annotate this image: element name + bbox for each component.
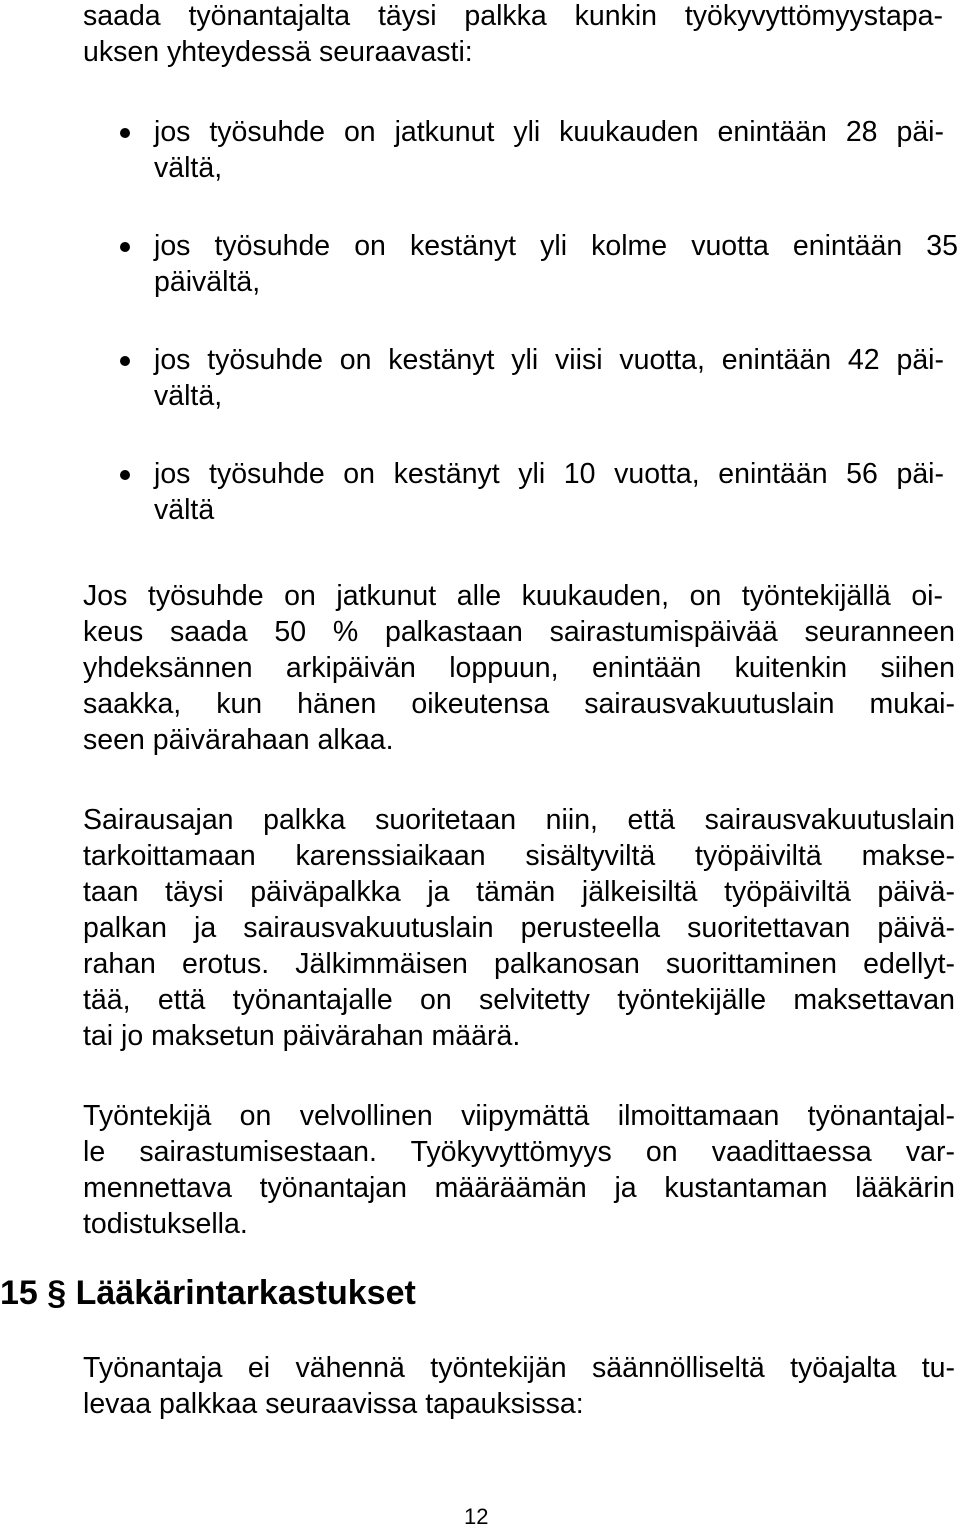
intro-line: uksen yhteydessä seuraavasti: bbox=[83, 36, 473, 68]
bullet-item-line: jos työsuhde on jatkunut yli kuukauden enintään 28 päi- bbox=[154, 116, 944, 148]
paragraph-line: seen päivärahaan alkaa. bbox=[83, 724, 394, 756]
page-number: 12 bbox=[464, 1504, 489, 1529]
paragraph-line: taan täysi päiväpalkka ja tämän jälkeisiltä työpäiviltä päivä- bbox=[83, 876, 955, 908]
paragraph-line: rahan erotus. Jälkimmäisen palkanosan suorittaminen edellyt- bbox=[83, 948, 955, 980]
paragraph-line: todistuksella. bbox=[83, 1208, 248, 1240]
paragraph-line: tarkoittamaan karenssiaikaan sisältyviltä työpäiviltä makse- bbox=[83, 840, 955, 872]
paragraph-line: Työnantaja ei vähennä työntekijän säännölliseltä työajalta tu- bbox=[83, 1352, 955, 1384]
paragraph-line: palkan ja sairausvakuutuslain perusteella suoritettavan päivä- bbox=[83, 912, 955, 944]
paragraph-line: keus saada 50 % palkastaan sairastumispäivää seuranneen bbox=[83, 616, 955, 648]
bullet-icon bbox=[120, 356, 130, 366]
bullet-icon bbox=[120, 128, 130, 138]
paragraph-line: tai jo maksetun päivärahan määrä. bbox=[83, 1020, 521, 1052]
bullet-item-line: vältä, bbox=[154, 380, 223, 412]
bullet-item-line: vältä, bbox=[154, 152, 223, 184]
bullet-item-line: vältä bbox=[154, 494, 215, 526]
bullet-item-line: päivältä, bbox=[154, 266, 261, 298]
section-heading: 15 § Lääkärintarkastukset bbox=[0, 1274, 416, 1312]
paragraph-line: yhdeksännen arkipäivän loppuun, enintään kuitenkin siihen bbox=[83, 652, 955, 684]
bullet-icon bbox=[120, 470, 130, 480]
intro-line: saada työnantajalta täysi palkka kunkin työkyvyttömyystapa- bbox=[83, 0, 943, 32]
paragraph-line: saakka, kun hänen oikeutensa sairausvakuutuslain mukai- bbox=[83, 688, 955, 720]
paragraph-line: levaa palkkaa seuraavissa tapauksissa: bbox=[83, 1388, 584, 1420]
paragraph-line: Työntekijä on velvollinen viipymättä ilmoittamaan työnantajal- bbox=[83, 1100, 955, 1132]
paragraph-line: Sairausajan palkka suoritetaan niin, että sairausvakuutuslain bbox=[83, 804, 955, 836]
paragraph-line: tää, että työnantajalle on selvitetty työntekijälle maksettavan bbox=[83, 984, 955, 1016]
bullet-item-line: jos työsuhde on kestänyt yli kolme vuotta enintään 35 bbox=[154, 230, 958, 262]
paragraph-line: le sairastumisestaan. Työkyvyttömyys on vaadittaessa var- bbox=[83, 1136, 955, 1168]
paragraph-line: mennettava työnantajan määräämän ja kustantaman lääkärin bbox=[83, 1172, 955, 1204]
bullet-item-line: jos työsuhde on kestänyt yli viisi vuotta, enintään 42 päi- bbox=[154, 344, 944, 376]
bullet-icon bbox=[120, 242, 130, 252]
paragraph-line: Jos työsuhde on jatkunut alle kuukauden, on työntekijällä oi- bbox=[83, 580, 943, 612]
bullet-item-line: jos työsuhde on kestänyt yli 10 vuotta, enintään 56 päi- bbox=[154, 458, 944, 490]
